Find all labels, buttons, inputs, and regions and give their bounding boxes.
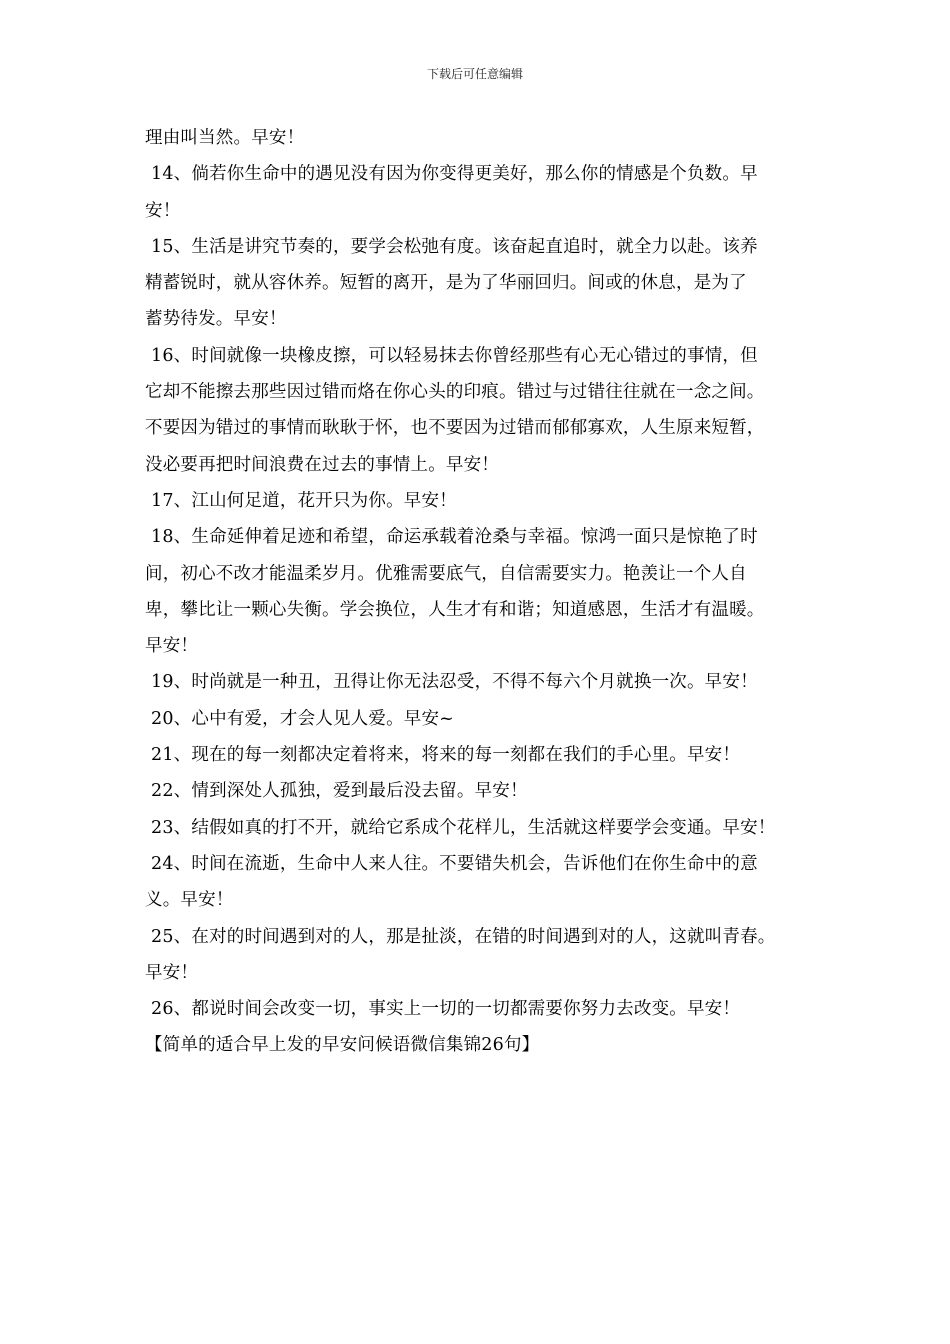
page-header: 下载后可任意编辑 [426,67,523,81]
paragraph-line: 义。早安！ [145,890,234,911]
paragraph-line: 16、时间就像一块橡皮擦，可以轻易抹去你曾经那些有心无心错过的事情，但 [151,345,758,366]
paragraph-line: 不要因为错过的事情而耿耿于怀，也不要因为过错而郁郁寡欢，人生原来短暂， [145,418,765,439]
paragraph-line: 23、结假如真的打不开，就给它系成个花样儿，生活就这样要学会变通。早安！ [151,817,776,838]
paragraph-line: 21、现在的每一刻都决定着将来，将来的每一刻都在我们的手心里。早安！ [151,745,741,766]
paragraph-line: 15、生活是讲究节奏的，要学会松弛有度。该奋起直追时，就全力以赴。该养 [151,236,758,257]
paragraph-line: 安！ [145,200,181,221]
paragraph-line: 20、心中有爱，才会人见人爱。早安~ [151,708,455,729]
paragraph-line: 19、时尚就是一种丑，丑得让你无法忍受，不得不每六个月就换一次。早安！ [151,672,758,693]
paragraph-line: 它却不能擦去那些因过错而烙在你心头的印痕。错过与过错往往就在一念之间。 [145,382,765,403]
paragraph-line: 理由叫当然。早安！ [145,128,305,148]
paragraph-line: 14、倘若你生命中的遇见没有因为你变得更美好，那么你的情感是个负数。早 [151,164,758,185]
paragraph-line: 卑，攀比让一颗心失衡。学会换位，人生才有和谐；知道感恩，生活才有温暖。 [145,599,765,620]
paragraph-line: 26、都说时间会改变一切，事实上一切的一切都需要你努力去改变。早安！ [151,999,741,1020]
paragraph-line: 间，初心不改才能温柔岁月。优雅需要底气，自信需要实力。艳羡让一个人自 [145,563,747,584]
paragraph-line: 精蓄锐时，就从容休养。短暂的离开，是为了华丽回归。间或的休息，是为了 [145,273,747,294]
paragraph-line: 没必要再把时间浪费在过去的事情上。早安！ [145,454,499,475]
paragraph-line: 17、江山何足道，花开只为你。早安！ [151,490,457,511]
paragraph-line: 早安！ [145,962,199,983]
document-body [145,120,825,1064]
paragraph-line: 蓄势待发。早安！ [145,309,287,330]
document-footer-title: 【简单的适合早上发的早安问候语微信集锦26句】 [145,1035,540,1056]
paragraph-line: 早安！ [145,636,199,657]
paragraph-line: 25、在对的时间遇到对的人，那是扯淡，在错的时间遇到对的人，这就叫青春。 [151,926,776,947]
paragraph-line: 18、生命延伸着足迹和希望，命运承载着沧桑与幸福。惊鸿一面只是惊艳了时 [151,527,758,548]
paragraph-line: 22、情到深处人孤独，爱到最后没去留。早安！ [151,781,528,802]
paragraph-line: 24、时间在流逝，生命中人来人往。不要错失机会，告诉他们在你生命中的意 [151,853,758,874]
